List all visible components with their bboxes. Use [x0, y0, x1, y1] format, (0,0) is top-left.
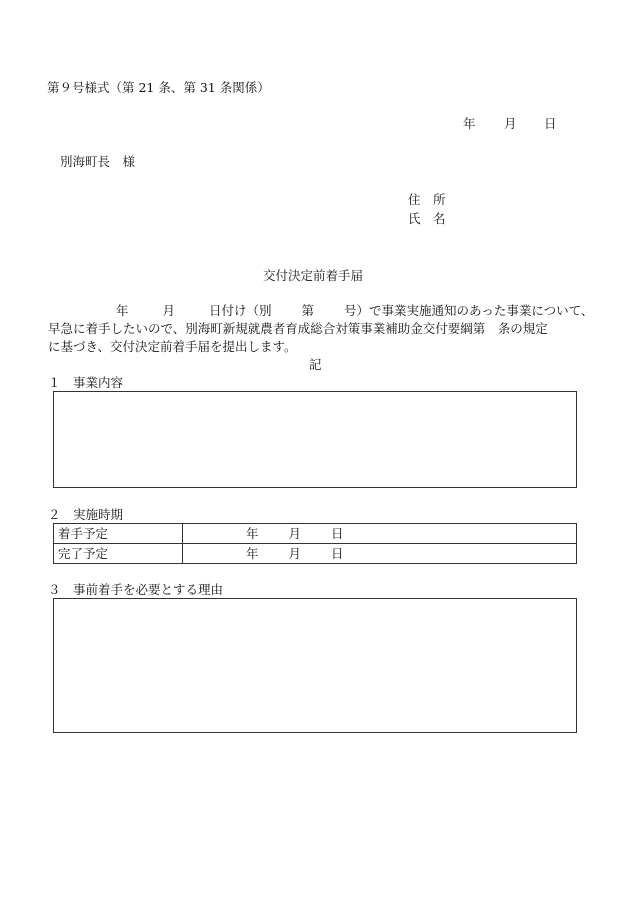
start-label: 着手予定	[54, 524, 183, 544]
body-day-suffix: 日付け（別	[208, 303, 272, 318]
form-number: 第９号様式（第 21 条、第 31 条関係）	[47, 80, 270, 95]
table-row	[54, 524, 577, 544]
business-content-box[interactable]	[53, 391, 577, 488]
date-day: 日	[544, 116, 557, 131]
start-year: 年	[245, 525, 259, 541]
section-2-heading: ２ 実施時期	[48, 507, 124, 522]
name-label: 氏 名	[408, 211, 446, 226]
body-year: 年	[116, 303, 129, 318]
reason-box[interactable]	[53, 598, 577, 733]
recipient: 別海町長 様	[60, 154, 136, 169]
date-year: 年	[463, 116, 476, 131]
complete-day: 日	[330, 545, 344, 561]
body-month: 月	[162, 303, 175, 318]
complete-year: 年	[245, 545, 259, 561]
body-rest: 号）で事業実施通知のあった事業について、	[343, 303, 594, 318]
start-date-cell[interactable]	[183, 524, 577, 544]
table-row	[54, 544, 577, 564]
ki-marker: 記	[309, 357, 322, 372]
address-label: 住 所	[408, 192, 446, 207]
section-3-heading: ３ 事前着手を必要とする理由	[48, 582, 224, 597]
complete-date-cell[interactable]	[183, 544, 577, 564]
schedule-table	[53, 523, 577, 564]
body-dai: 第	[301, 303, 314, 318]
complete-label: 完了予定	[54, 544, 183, 564]
start-month: 月	[288, 525, 301, 541]
document-title: 交付決定前着手届	[263, 268, 364, 283]
body-line-3: に基づき、交付決定前着手届を提出します。	[48, 339, 297, 354]
body-line-2: 早急に着手したいので、別海町新規就農者育成総合対策事業補助金交付要綱第 条の規定	[48, 321, 548, 336]
section-1-heading: １ 事業内容	[48, 375, 124, 390]
start-day: 日	[330, 525, 344, 541]
date-month: 月	[504, 116, 517, 131]
body-line-1	[116, 303, 593, 319]
complete-month: 月	[288, 545, 301, 561]
